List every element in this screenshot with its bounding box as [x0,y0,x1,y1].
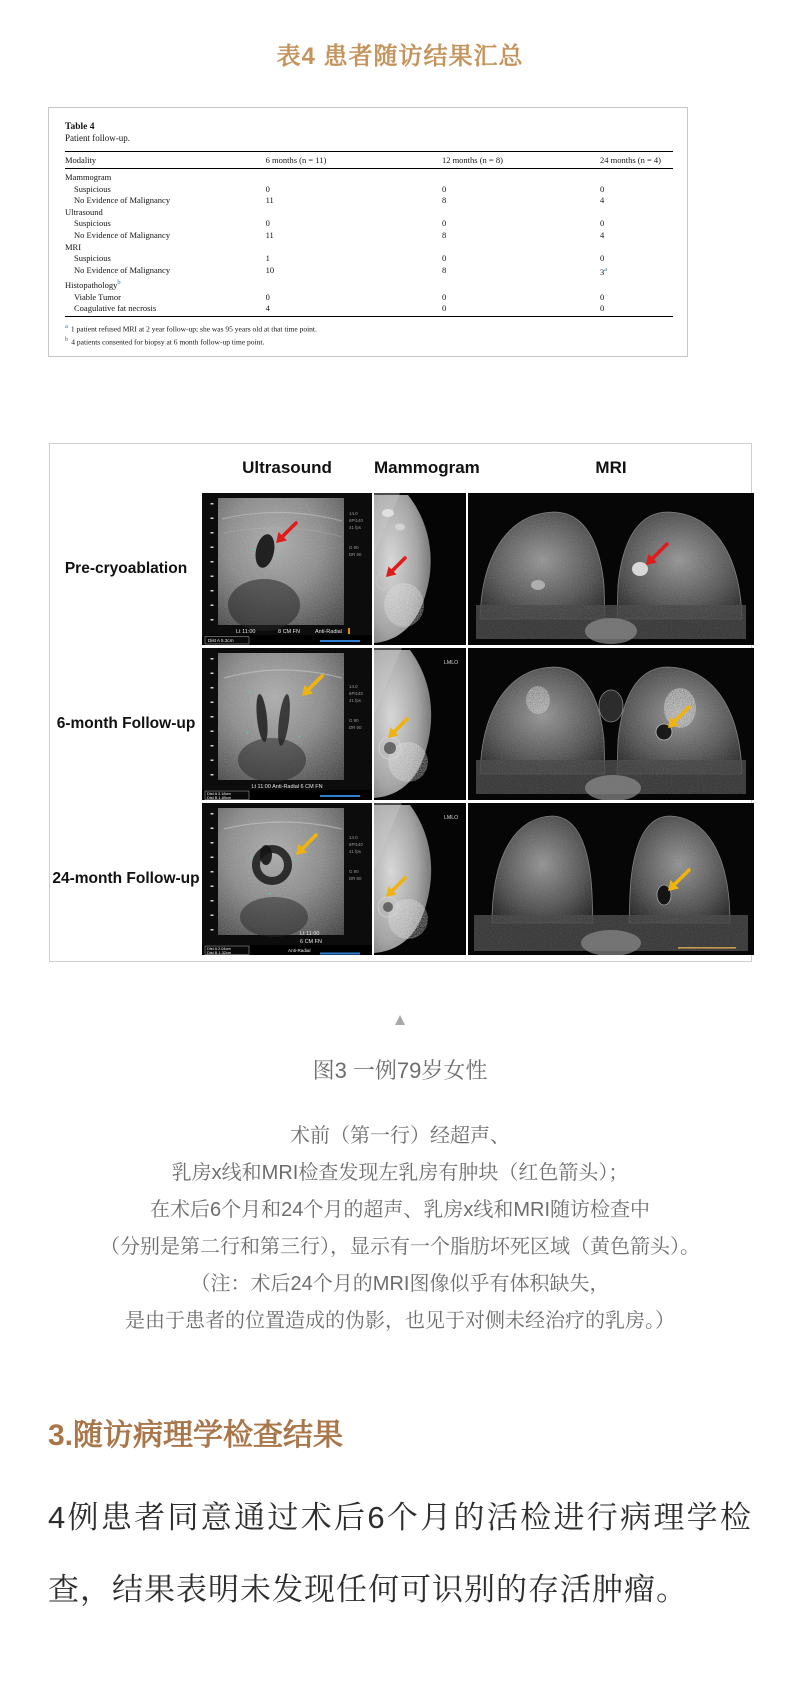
figure-row-label-24-month: 24-month Follow-up [52,870,200,888]
svg-text:6PI140: 6PI140 [349,842,363,848]
section-heading: 3.随访病理学检查结果 [48,1419,344,1453]
scale-line [320,640,360,642]
mammogram-image-pre-cryoablation [374,493,466,645]
figure-row-label-pre-cryoablation: Pre-cryoablation [64,560,188,578]
table-row: No Evidence of Malignancy 11 8 4 [74,195,605,206]
figure-caption-line: （注：术后24个月的MRI图像似乎有体积缺失， [190,1273,610,1296]
column-header-modality: Modality [65,152,266,169]
figure-caption-line: （分别是第二行和第三行），显示有一个脂肪坏死区域（黄色箭头）。 [100,1236,700,1259]
ultrasound-image-6-month [202,648,372,800]
table-row: Mammogram [65,172,112,182]
table-row: No Evidence of Malignancy 10 8 3$^a$ [74,264,608,277]
svg-text:14.0: 14.0 [349,511,358,517]
column-header-12-months: 12 months (n = 8) [442,152,600,169]
svg-text:41 fps: 41 fps [349,525,361,531]
figure-caption-line: 术前（第一行）经超声、 [290,1125,510,1148]
scale-line [320,795,360,797]
figure3-panel [49,443,752,962]
svg-text:6 CM FN: 6 CM FN [300,939,322,946]
view-position-label: LMLO [444,815,459,822]
table-row: Histopathology$^b$ [65,279,121,290]
svg-text:+: + [248,690,252,697]
table-row: Coagulative fat necrosis 4 0 0 [65,302,673,316]
svg-text:+: + [294,857,298,864]
figure-caption-line: 在术后6个月和24个月的超声、乳房x线和MRI随访检查中 [149,1199,651,1222]
figure-caption [0,1118,800,1340]
figure-column-header-mri: MRI [595,458,627,478]
table-row: Ultrasound [65,206,103,217]
svg-text:Dist B 1.32cm: Dist B 1.32cm [207,950,232,956]
mri-image-6-month [468,648,754,800]
figure-column-header-ultrasound: Ultrasound [242,458,332,478]
svg-text:Dist A 2.04cm: Dist A 2.04cm [207,946,231,952]
svg-text:+: + [252,547,256,554]
figure-column-header-mammogram: Mammogram [374,458,480,478]
svg-text:Dist A 3.18cm: Dist A 3.18cm [207,791,231,797]
table-row: Suspicious 0 0 0 [74,183,605,194]
mri-image-pre-cryoablation [468,493,754,645]
svg-text:DR 60: DR 60 [349,725,362,731]
svg-text:41 fps: 41 fps [349,698,361,704]
svg-text:G 90: G 90 [349,869,359,875]
figure-caption-title: 图3 一例79岁女性 [312,1058,488,1084]
table4-header-row [65,152,673,169]
table4-footnote-a: $^a$ 1 patient refused MRI at 2 year follow-up; she was 95 years old at that time point. [65,323,317,334]
svg-text:Anti-Radial: Anti-Radial [288,948,311,954]
table4-subtitle: Patient follow-up. [65,133,130,143]
column-header-6-months: 6 months (n = 11) [266,152,442,169]
mammogram-image-6-month [374,648,466,800]
ultrasound-image-pre-cryoablation [202,493,372,645]
svg-text:14.0: 14.0 [349,835,358,841]
svg-text:Anti-Radial: Anti-Radial [315,629,342,636]
svg-text:+: + [298,734,302,741]
scale-line [320,953,360,955]
svg-text:G 90: G 90 [349,545,359,551]
page-title: 表4 患者随访结果汇总 [276,43,524,70]
column-header-24-months: 24 months (n = 4) [600,152,673,169]
figure-caption-line: 是由于患者的位置造成的伪影，也见于对侧未经治疗的乳房。） [125,1310,675,1333]
table-row: Viable Tumor 0 0 0 [74,291,605,302]
mri-image-24-month [468,803,754,955]
collapse-triangle-icon[interactable]: ▲ [391,1010,409,1030]
ultrasound-image-24-month [202,803,372,955]
table4-footnotes [65,322,673,347]
svg-text:+: + [250,855,254,862]
svg-text:Dist B 1.89cm: Dist B 1.89cm [207,795,232,801]
table-row: No Evidence of Malignancy 11 8 4 [74,229,605,240]
svg-text:6PI140: 6PI140 [349,518,363,524]
svg-text:+: + [276,553,280,560]
figure-row-label-6-month: 6-month Follow-up [56,715,196,733]
figure-caption-line: 乳房x线和MRI检查发现左乳房有肿块（红色箭头）； [171,1162,629,1185]
table4-title: Table 4 [65,122,95,132]
table-row: Suspicious 1 0 0 [74,253,605,264]
svg-text:Lt 11:00: Lt 11:00 [236,629,256,636]
mammogram-image-24-month [374,803,466,955]
ultrasound-footer-labels [236,629,342,635]
svg-text:G 90: G 90 [349,718,359,724]
svg-text:8 CM FN: 8 CM FN [278,629,300,636]
table-row: Suspicious 0 0 0 [74,218,605,229]
figure-header-spacer [52,454,200,490]
svg-text:+: + [268,891,272,898]
svg-text:6PI140: 6PI140 [349,691,363,697]
table4 [65,151,673,317]
table-row: MRI [65,241,82,252]
svg-text:+: + [246,730,250,737]
table4-panel [48,107,688,357]
svg-text:41 fps: 41 fps [349,849,361,855]
svg-text:Dist A 5.3cm: Dist A 5.3cm [208,638,234,644]
svg-text:Lt 11:00: Lt 11:00 [300,931,320,938]
view-position-label: LMLO [444,660,459,667]
ultrasound-footer-labels: Lt 11:00 Anti-Radial 6 CM FN [251,784,323,791]
body-paragraph: 4例患者同意通过术后6个月的活检进行病理学检查，结果表明未发现任何可识别的存活肿瘤。 [48,1500,752,1608]
scale-bar [678,947,736,949]
svg-text:DR 60: DR 60 [349,552,362,558]
svg-text:14.0: 14.0 [349,684,358,690]
svg-text:DR 60: DR 60 [349,876,362,882]
table4-footnote-b: $^b$ 4 patients consented for biopsy at 6 month follow-up time point. [65,335,265,347]
